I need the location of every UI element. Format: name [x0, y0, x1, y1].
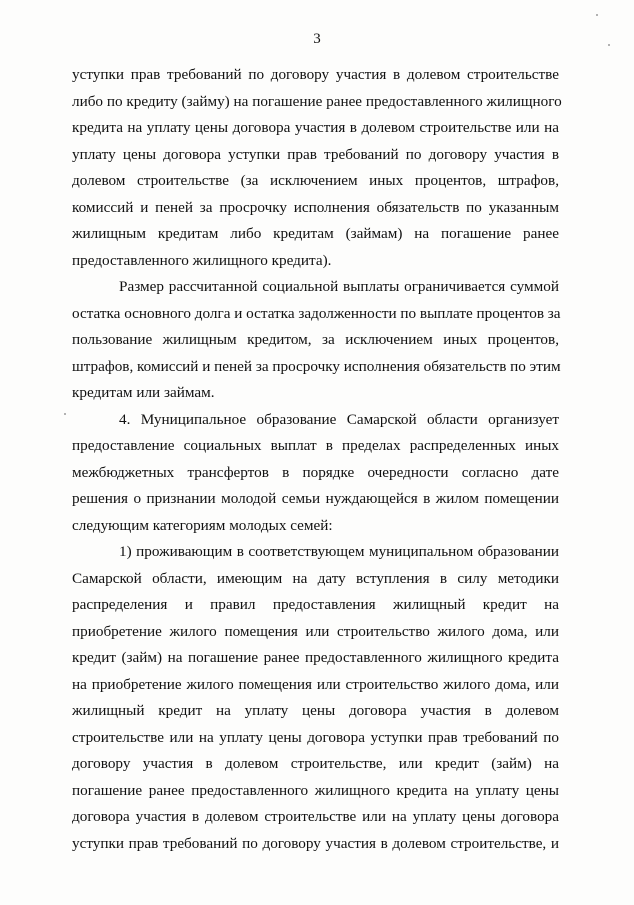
- scan-speck: [608, 44, 610, 46]
- paragraph-start-line: Размер рассчитанной социальной выплаты ограничивается суммой: [119, 278, 559, 295]
- body-text: [72, 62, 562, 857]
- scan-speck: [596, 14, 598, 16]
- text-line: погашение ранее предоставленного жилищного кредита на уплату цены: [72, 781, 559, 799]
- text-line: на приобретение жилого помещения или строительство жилого дома, или: [72, 675, 559, 693]
- scan-speck: [64, 413, 66, 415]
- text-line: остатка основного долга и остатка задолженности по выплате процентов за: [72, 304, 561, 322]
- text-line: уплату цены договора уступки прав требований по договору участия в: [72, 145, 559, 163]
- text-line: Самарской области, имеющим на дату вступления в силу методики: [72, 569, 559, 587]
- text-line: кредитам или займам.: [72, 384, 215, 401]
- text-line: жилищный кредит на уплату цены договора участия в долевом: [72, 702, 559, 719]
- text-line: договора участия в долевом строительстве или на уплату цены договора: [72, 808, 559, 825]
- text-line: решения о признании молодой семьи нуждающейся в жилом помещении: [72, 490, 559, 507]
- text-line: долевом строительстве (за исключением иных процентов, штрафов,: [72, 172, 559, 189]
- text-line: договору участия в долевом строительстве, или кредит (займ) на: [72, 755, 559, 772]
- text-line: уступки прав требований по договору участия в долевом строительстве: [72, 66, 559, 83]
- page-number: 3: [313, 31, 321, 47]
- text-line: кредит (займ) на погашение ранее предоставленного жилищного кредита: [72, 649, 559, 666]
- paragraph-start-line: 1) проживающим в соответствующем муниципальном образовании: [119, 543, 559, 560]
- text-line: приобретение жилого помещения или строительство жилого дома, или: [72, 622, 559, 640]
- text-line: межбюджетных трансфертов в порядке очередности согласно дате: [72, 463, 559, 481]
- paragraph-start-line: 4. Муниципальное образование Самарской области организует: [119, 410, 559, 428]
- text-line: либо по кредиту (займу) на погашение ранее предоставленного жилищного: [72, 92, 562, 110]
- text-line: кредита на уплату цены договора участия в долевом строительстве или на: [72, 119, 559, 136]
- text-line: штрафов, комиссий и пеней за просрочку исполнения обязательств по этим: [72, 357, 561, 375]
- text-line: жилищным кредитам либо кредитам (займам) на погашение ранее: [72, 225, 559, 242]
- text-line: распределения и правил предоставления жилищный кредит на: [72, 596, 559, 613]
- text-line: предоставление социальных выплат в пределах распределенных иных: [72, 437, 559, 454]
- text-line: комиссий и пеней за просрочку исполнения обязательств по указанным: [72, 198, 559, 216]
- text-line: уступки прав требований по договору участия в долевом строительстве, и: [72, 834, 559, 852]
- text-line: предоставленного жилищного кредита).: [72, 251, 332, 269]
- text-line: следующим категориям молодых семей:: [72, 516, 333, 534]
- text-line: строительстве или на уплату цены договора уступки прав требований по: [72, 728, 559, 746]
- text-line: пользование жилищным кредитом, за исключением иных процентов,: [72, 331, 559, 348]
